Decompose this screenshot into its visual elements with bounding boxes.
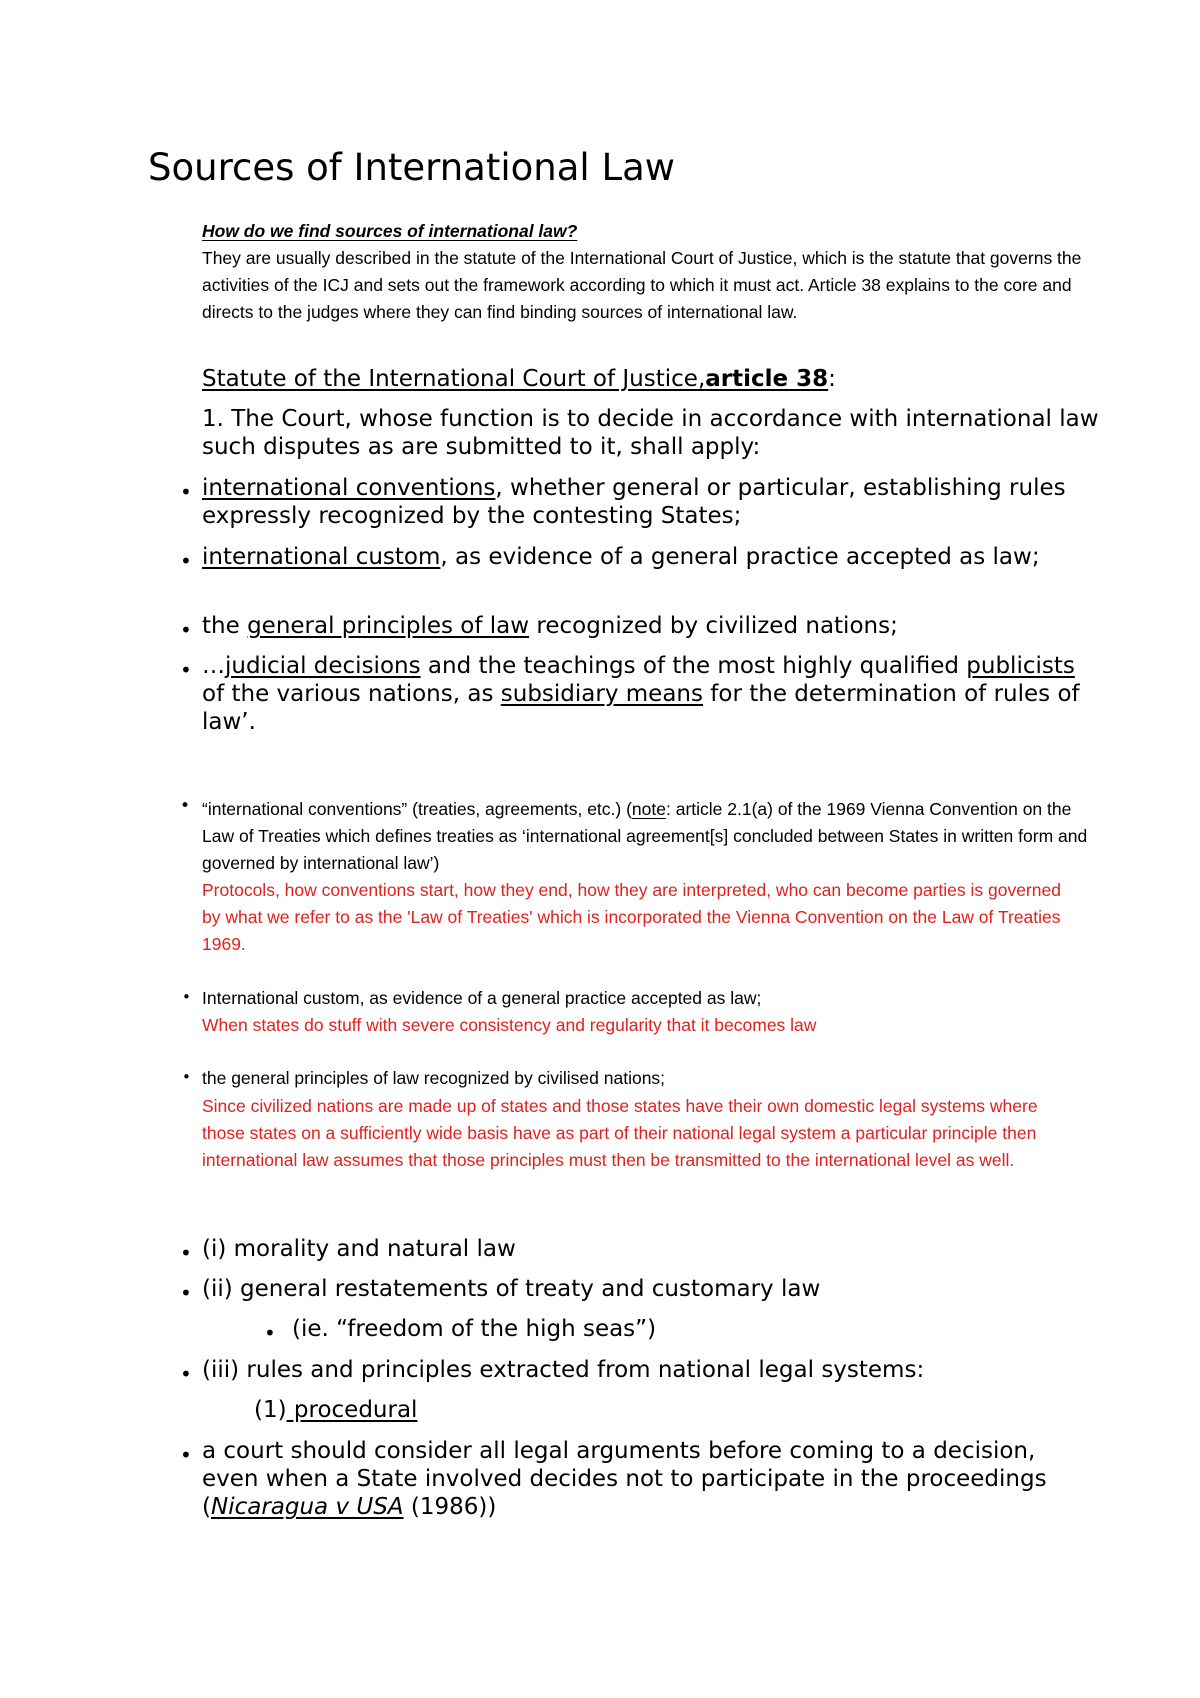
intro-section — [202, 218, 1102, 326]
bullet-icon: • — [180, 1362, 192, 1386]
principle-iii: (iii) rules and principles extracted from national legal systems: — [202, 1357, 925, 1383]
note-3: the general principles of law recognized by civilised nations; — [202, 1068, 666, 1088]
bullet-icon: • — [180, 1281, 192, 1305]
procedural-number: (1) — [254, 1397, 287, 1423]
statute-heading-text: Statute of the International Court of Justice, — [202, 366, 706, 392]
procedural-rule-year: (1986)) — [403, 1494, 497, 1520]
case-citation: Nicaragua v USA — [210, 1494, 404, 1520]
statute-item-term: subsidiary means — [500, 681, 703, 707]
bullet-icon: • — [180, 658, 192, 682]
page-title: Sources of International Law — [148, 146, 675, 189]
note-2: International custom, as evidence of a general practice accepted as law; — [202, 988, 762, 1008]
bullet-icon: • — [180, 549, 192, 573]
statute-item-term: publicists — [966, 653, 1075, 679]
note-comment: Protocols, how conventions start, how they end, how they are interpreted, who can become parties is governed by what we refer to as the 'Law of Treaties' which is incorporated the Vienna Convention on the Law of Treaties 1969. — [202, 880, 1061, 954]
statute-item-text: for the determination of rules of law’. — [202, 681, 1080, 735]
statute-item-text: , as evidence of a general practice accepted as law; — [440, 544, 1040, 570]
statute-item-term: international conventions — [202, 475, 496, 501]
procedural-rule — [202, 1437, 1082, 1521]
note-text — [202, 796, 1102, 877]
note-label: note — [631, 799, 666, 819]
bullet-icon: • — [182, 1068, 191, 1086]
note-text-post: : article 2.1(a) of the 1969 Vienna Convention on the Law of Treaties which defines treaties as ‘international agreement[s] concluded between States in written form and governed by international law’) — [202, 799, 1088, 873]
statute-item-3 — [202, 612, 1102, 640]
statute-item-pre: the — [202, 613, 248, 639]
procedural-label: procedural — [286, 1397, 418, 1423]
principle-ii-example: (ie. “freedom of the high seas”) — [292, 1316, 657, 1342]
statute-item-text: and the teachings of the most highly qualified — [420, 653, 967, 679]
note-text-pre: “international conventions” (treaties, agreements, etc.) ( — [202, 799, 632, 819]
intro-question: How do we find sources of international law? — [202, 221, 578, 241]
statute-item-4 — [202, 652, 1102, 736]
statute-item-pre: … — [202, 653, 225, 679]
intro-text: They are usually described in the statute of the International Court of Justice, which is the statute that governs the activities of the ICJ and sets out the framework according to which it must act. Article 38 explains to the core and directs to the judges where they can find binding sources of international law. — [202, 248, 1082, 322]
note-1 — [202, 796, 1102, 877]
statute-item-text: of the various nations, as — [202, 681, 501, 707]
bullet-icon: • — [180, 1241, 192, 1265]
note-comment: When states do stuff with severe consistency and regularity that it becomes law — [202, 1015, 817, 1035]
statute-heading-colon: : — [828, 366, 836, 392]
principle-i: (i) morality and natural law — [202, 1236, 516, 1262]
statute-item-1 — [202, 474, 1102, 530]
statute-item-term: general principles of law — [247, 613, 530, 639]
statute-lead: 1. The Court, whose function is to decide in accordance with international law such disputes as are submitted to it, shall apply: — [202, 406, 1099, 460]
bullet-icon: • — [182, 988, 191, 1006]
principle-ii: (ii) general restatements of treaty and customary law — [202, 1276, 821, 1302]
statute-item-2 — [202, 543, 1102, 571]
bullet-icon: • — [180, 480, 192, 504]
note-comment: Since civilized nations are made up of states and those states have their own domestic legal systems where those states on a sufficiently wide basis have as part of their national legal system a particular principle then international law assumes that those principles must then be transmitted to the international level as well. — [202, 1096, 1038, 1170]
statute-item-term: judicial decisions — [225, 653, 421, 679]
procedural-rule-text: a court should consider all legal arguments before coming to a decision, even when a State involved decides not to participate in the proceedings ( — [202, 1438, 1047, 1520]
bullet-icon: • — [264, 1321, 276, 1345]
statute-item-term: international custom — [202, 544, 441, 570]
statute-item-text: recognized by civilized nations; — [529, 613, 898, 639]
statute-heading-article: article 38 — [705, 366, 829, 392]
bullet-icon: • — [180, 796, 191, 816]
bullet-icon: • — [180, 618, 192, 642]
procedural-heading — [254, 1396, 1154, 1424]
statute-item-text: , whether general or particular, establishing rules expressly recognized by the contesting States; — [202, 475, 1066, 529]
statute-heading — [202, 365, 1102, 393]
bullet-icon: • — [180, 1443, 192, 1467]
